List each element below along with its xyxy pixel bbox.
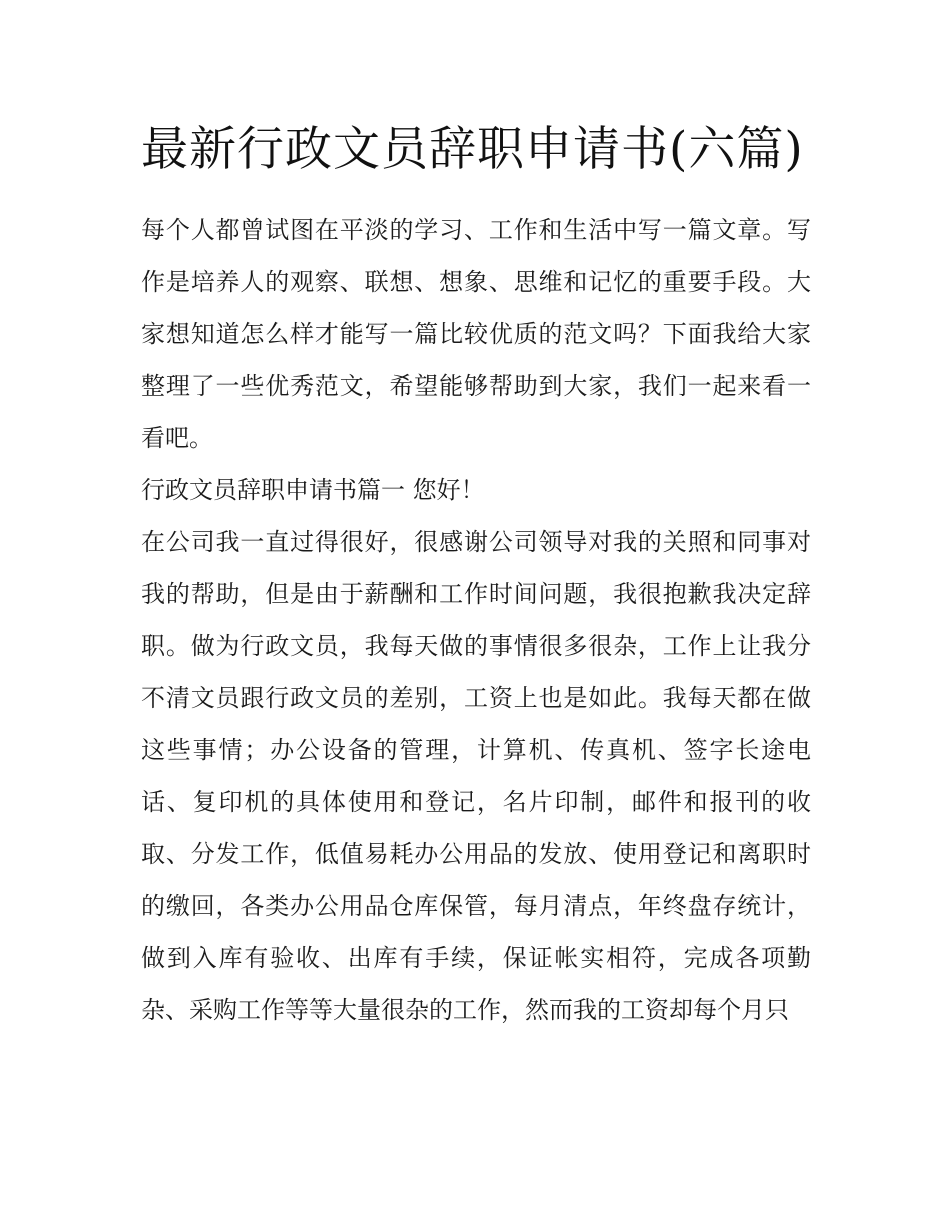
document-title: 最新行政文员辞职申请书(六篇)	[141, 122, 804, 177]
section-heading-paragraph: 行政文员辞职申请书篇一 您好！	[141, 476, 485, 504]
document-body	[141, 204, 811, 1036]
intro-paragraph: 每个人都曾试图在平淡的学习、工作和生活中写一篇文章。写作是培养人的观察、联想、想象、思维和记忆的重要手段。大家想知道怎么样才能写一篇比较优质的范文吗？下面我给大家整理了一些优秀范文，希望能够帮助到大家，我们一起来看一看吧。	[141, 216, 811, 452]
document-page	[141, 110, 811, 1036]
body-paragraph: 在公司我一直过得很好，很感谢公司领导对我的关照和同事对我的帮助，但是由于薪酬和工作时间问题，我很抱歉我决定辞职。做为行政文员，我每天做的事情很多很杂，工作上让我分不清文员跟行政文员的差别，工资上也是如此。我每天都在做这些事情；办公设备的管理，计算机、传真机、签字长途电话、复印机的具体使用和登记，名片印制，邮件和报刊的收取、分发工作，低值易耗办公用品的发放、使用登记和离职时的缴回，各类办公用品仓库保管，每月清点，年终盘存统计，做到入库有验收、出库有手续，保证帐实相符，完成各项勤杂、采购工作等等大量很杂的工作，然而我的工资却每个月只	[141, 528, 811, 1024]
